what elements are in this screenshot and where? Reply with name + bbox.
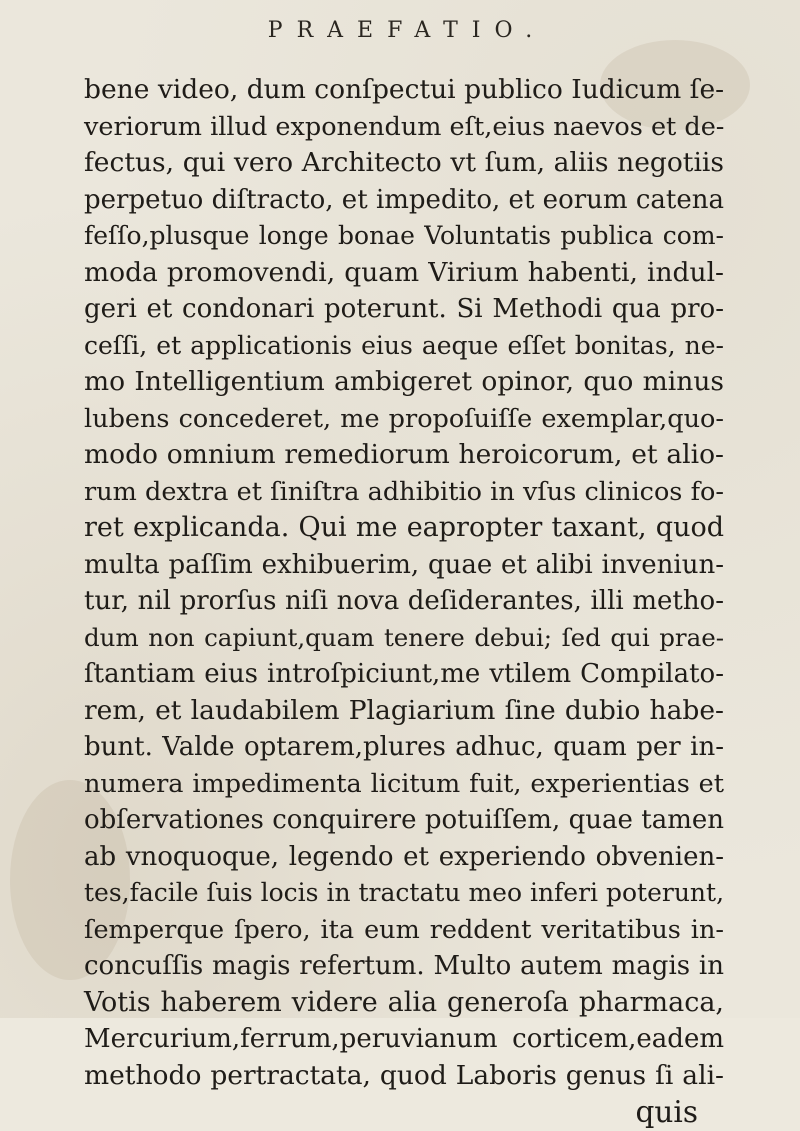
text-line: modo omnium remediorum heroicorum, et alio- (84, 439, 724, 470)
text-line: ret explicanda. Qui me eapropter taxant, quod (84, 512, 724, 543)
text-line: tes,facile ſuis locis in tractatu meo inferi poterunt, (84, 878, 725, 907)
running-title: PRAEFATIO. (267, 18, 547, 43)
text-line: ab vnoquoque, legendo et experiendo obvenien- (84, 841, 724, 872)
text-line: rem, et laudabilem Plagiarium ſine dubio habe- (84, 694, 724, 726)
text-line: dum non capiunt,quam tenere debui; ſed qui prae- (84, 622, 724, 652)
text-line: Mercurium,ferrum,peruvianum corticem,eadem (84, 1024, 724, 1054)
text-line: multa paſſim exhibuerim, quae et alibi inveniun- (84, 549, 724, 580)
text-line: mo Intelligentium ambigeret opinor, quo minus (84, 366, 724, 397)
text-line: fectus, qui vero Architecto vt ſum, aliis negotiis (84, 147, 724, 178)
text-line: lubens concederet, me propoſuiſſe exemplar,quo- (84, 403, 724, 434)
text-line: rum dextra et ſiniſtra adhibitio in vſus clinicos fo- (84, 476, 724, 507)
body-text (84, 72, 724, 1131)
catchword: quis (635, 1095, 698, 1129)
text-line: veriorum illud exponendum eſt,eius naevos et de- (84, 111, 725, 142)
text-line: ſtantiam eius introſpiciunt,me vtilem Compilato- (84, 659, 724, 689)
text-line: geri et condonari poterunt. Si Methodi qua pro- (84, 294, 724, 324)
text-line: perpetuo diſtracto, et impedito, et eorum catena (84, 184, 724, 215)
text-line: feſſo,plusque longe bonae Voluntatis publica com- (84, 221, 724, 250)
text-line: bunt. Valde optarem,plures adhuc, quam per in- (84, 732, 724, 762)
text-line: obſervationes conquirere potuiſſem, quae tamen (84, 805, 724, 835)
text-line: moda promovendi, quam Virium habenti, indul- (84, 256, 724, 288)
text-line: methodo pertractata, quod Laboris genus ſi ali- (84, 1059, 724, 1091)
text-line: ceſſi, et applicationis eius aeque eſſet bonitas, ne- (84, 330, 724, 360)
text-line: concuſſis magis refertum. Multo autem magis in (84, 951, 724, 981)
text-line: tur, nil prorſus niſi nova deſiderantes, illi metho- (84, 586, 724, 616)
text-line: bene video, dum conſpectui publico Iudicum ſe- (84, 74, 725, 105)
text-line: Votis haberem videre alia generoſa pharmaca, (84, 986, 724, 1018)
text-line: numera impedimenta licitum fuit, experientias et (84, 768, 724, 799)
text-line: ſemperque ſpero, ita eum reddent veritatibus in- (84, 914, 724, 945)
